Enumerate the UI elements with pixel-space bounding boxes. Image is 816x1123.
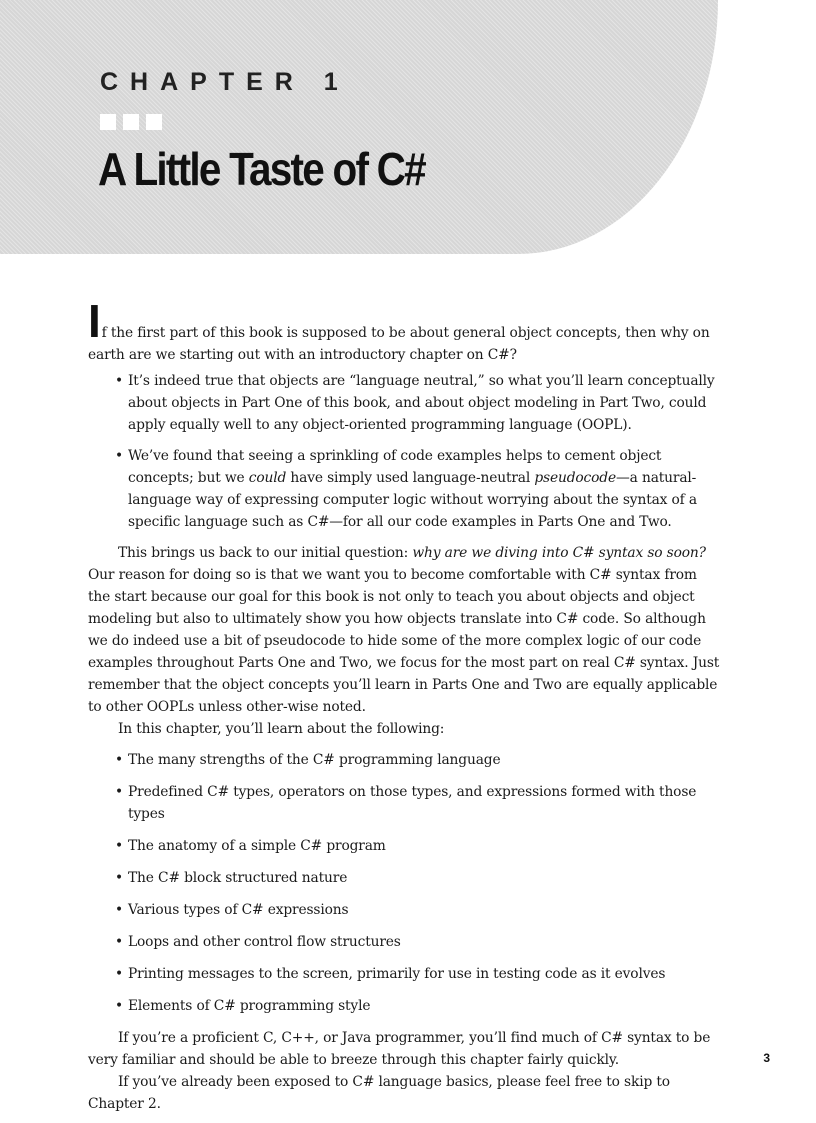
list-item (115, 445, 720, 533)
ornament-square (123, 114, 139, 130)
list-item: • Loops and other control flow structures (115, 931, 720, 953)
reasons-list (88, 370, 720, 533)
list-item: • The many strengths of the C# programming language (115, 749, 720, 771)
list-item: • It’s indeed true that objects are “language neutral,” so what you’ll learn conceptually about objects in Part One of this book, and about object modeling in Part Two, could apply equally well to any object-oriented programming language (OOPL). (115, 370, 720, 436)
chapter-label: CHAPTER 1 (100, 68, 350, 96)
closing-paragraph: If you’ve already been exposed to C# language basics, please feel free to skip to Chapter 2. (88, 1074, 670, 1112)
ornament-square (100, 114, 116, 130)
answer-paragraph (88, 542, 720, 718)
chapter-header-band (0, 0, 718, 254)
list-item: • Elements of C# programming style (115, 995, 720, 1017)
intro-paragraph (88, 295, 720, 366)
chapter-body (88, 295, 720, 1115)
list-item-text: —a natural-language way of expressing computer logic without worrying about the syntax of a specific language such as C#—for all our code examples in Parts One and Two. (128, 470, 697, 530)
emphasis: pseudocode (534, 470, 616, 486)
drop-cap: I (88, 295, 101, 347)
list-item: • Predefined C# types, operators on those types, and expressions formed with those types (115, 781, 720, 825)
list-item-text: have simply used language-neutral (286, 470, 535, 486)
topics-intro: In this chapter, you’ll learn about the following: (118, 721, 445, 737)
list-item-text: We’ve found that seeing a sprinkling of code examples helps to cement object concepts; but we (128, 448, 662, 486)
chapter-title: A Little Taste of C# (98, 143, 425, 195)
list-item: • Printing messages to the screen, primarily for use in testing code as it evolves (115, 963, 720, 985)
paragraph-text: Our reason for doing so is that we want you to become comfortable with C# syntax from the start because our goal for this book is not only to teach you about objects and object modeling but also to ultimately show you how objects translate into C# code. So although we do indeed use a bit of pseudocode to hide some of the more complex logic of our code examples throughout Parts One and Two, we focus for the most part on real C# syntax. Just remember that the object concepts you’ll learn in Parts One and Two are equally applicable to other OOPLs unless other-wise noted. (88, 567, 720, 715)
list-item: • The C# block structured nature (115, 867, 720, 889)
list-item: • Various types of C# expressions (115, 899, 720, 921)
emphasis: could (248, 470, 287, 486)
emphasis: why are we diving into C# syntax so soon? (412, 545, 706, 561)
page-number: 3 (763, 1051, 770, 1065)
paragraph-text: This brings us back to our initial question: (118, 545, 413, 561)
closing-paragraph: If you’re a proficient C, C++, or Java programmer, you’ll find much of C# syntax to be very familiar and should be able to breeze through this chapter fairly quickly. (88, 1030, 711, 1068)
intro-text: f the first part of this book is supposed to be about general object concepts, then why on earth are we starting out with an introductory chapter on C#? (88, 325, 710, 363)
ornament-square (146, 114, 162, 130)
list-item: • The anatomy of a simple C# program (115, 835, 720, 857)
chapter-ornament (100, 114, 162, 130)
topics-list (88, 749, 720, 1017)
